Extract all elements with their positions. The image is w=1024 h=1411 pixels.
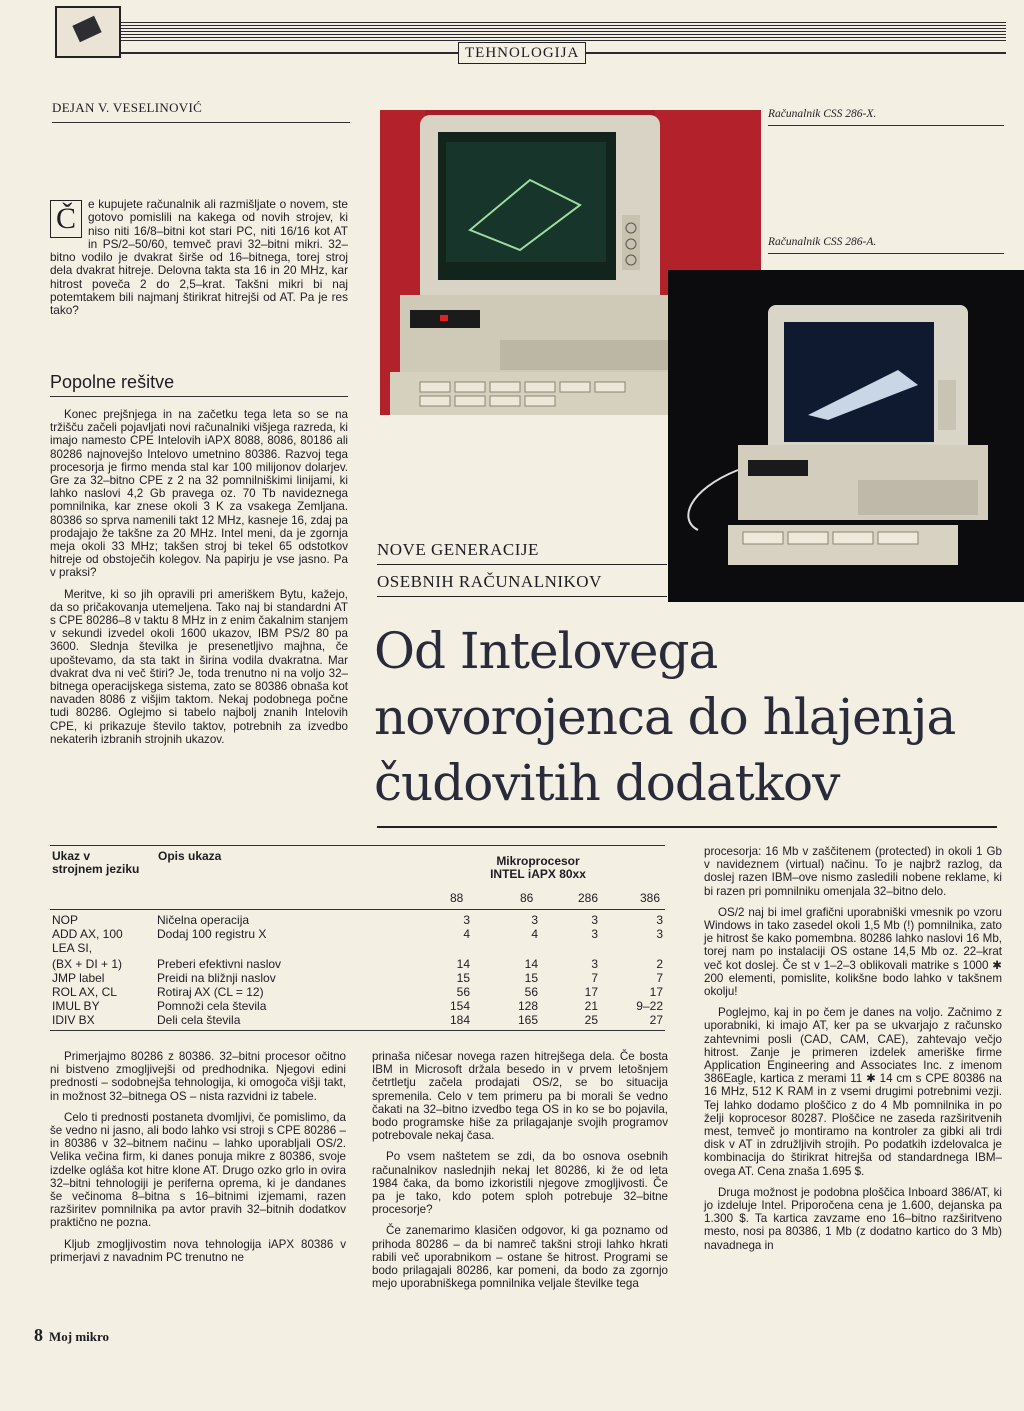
author-byline: DEJAN V. VESELINOVIĆ [52,100,203,115]
cell-description: Deli cela števila [157,1013,241,1027]
paragraph: Druga možnost je podobna ploščica Inboard 386/AT, ki jo izdeluje Intel. Priporočena cena je 1.600, dejanska pa 1.300 $. Ta kartica zavzame eno 16–bitno razširitveno mesto, nosi pa 80386, 1 Mb (z dodatno kartico do 3 Mb) navadnega in [704,1185,1002,1252]
cell-value: 56 [524,985,538,999]
cell-value: 17 [649,985,663,999]
drop-cap: Č [50,200,82,238]
cell-instruction: JMP label [52,971,105,985]
column-1 [50,408,348,754]
intro-paragraph [50,198,348,318]
kicker-rule [377,564,667,565]
page-number: 8 [34,1325,43,1345]
cell-value: 3 [531,913,538,927]
cell-instruction: NOP [52,913,79,927]
cell-value: 3 [591,913,598,927]
page-footer [34,1325,109,1346]
header-rule-pattern [96,22,1006,42]
paragraph: prinaša ničesar novega razen hitrejšega dela. Če bosta IBM in Microsoft držala besedo in v prvem letošnjem četrtletju začela prodajati OS/2, se bo situacija spremenila. Celo v tem primeru pa bi morali še vedno čakati na 32–bitno izvedbo tega OS in ko se bo pojavila, bodo programske hiše za prilagajanje svojih programov potrebovale nekaj časa. [372,1050,668,1143]
table-row [50,958,665,972]
cell-instruction: ROL AX, CL [52,985,117,999]
cell-value: 27 [649,1013,663,1027]
cell-value: 25 [584,1013,598,1027]
kicker-rule [377,596,667,597]
cpu-label: 88 [450,891,464,905]
cell-value: 3 [591,957,598,971]
table-cpu-header [440,892,665,906]
headline [374,618,1014,816]
paragraph: Poglejmo, kaj in po čem je danes na voljo. Začnimo z uporabniki, ki imajo AT, ker pa se ukvarjajo z računsko zahtevnimi posli (CAD, CAM, CAE), zahtevajo večjo hitrost. Zanje je primeren izdelek ameriške firme Application Engineering and Associates Inc. z imenom 386Eagle, kartica z merami 11 ✱ 14 cm s CPE 80386 na 16 MHz, 512 K RAM in z vsemi drugimi potrebnimi vezji. Tej lahko dodamo ploščico z do 4 Mb pomnilnika in po želji koprocesor 80287. Ploščice ne zaseda razširitvenih mest, temveč jo montiramo na kontroler za gibki ali trdi disk v AT in združljivih strojih. Po podatkih izdelovalca je kombinacija do štirikrat hitrejša od standardnega IBM–ovega AT. Cena znaša 1.695 $. [704,1006,1002,1178]
cell-description: Preberi efektivni naslov [157,957,282,971]
cell-value: 4 [531,927,538,941]
cell-value: 14 [456,957,470,971]
cell-value: 14 [524,957,538,971]
caption-rule [768,125,1004,126]
cell-value: 3 [463,913,470,927]
table-rule [50,1030,665,1031]
headline-rule [377,826,997,828]
table-rule [50,845,665,846]
table-row [50,942,665,956]
cpu-label: 386 [640,891,661,905]
computer-illustration [668,270,1024,602]
table-row [50,1000,665,1014]
paragraph: Celo ti prednosti postaneta dvomljivi, če pomislimo, da še vedno ni jasno, ali bodo lahko vsi stroji s CPE 80286 – in 80386 v 32–bitnem načinu – lahko uporabljali OS/2. Velika večina firm, ki danes ponuja mikre z 80386, svoje izdelke ogláša kot hitre klone AT. Drugo ozko grlo in ovira 32–bitni tehnologiji je periferna oprema, ki je dandanes še večinoma 8–bitna s 16–bitnimi izjemami, razen razširitev pomnilnika pa avtor pravih 32–bitnih dodatkov praktično ne pozna. [50,1110,346,1230]
section-label: TEHNOLOGIJA [458,42,586,64]
headline-line: čudovitih dodatkov [374,754,840,812]
cell-value: 56 [456,985,470,999]
cell-value: 15 [524,971,538,985]
cell-value: 154 [449,999,470,1013]
cell-description: Dodaj 100 registru X [157,927,267,941]
paragraph: Konec prejšnjega in na začetku tega leta so se na tržišču začeli pojavljati novi računalniki višjega razreda, ki imajo namesto CPE Intelovih iAPX 8088, 8086, 80186 ali 80286 najnovejšo Intelovo umetnino 80386. Razvoj tega procesorja je firmo menda stal kar 100 milijonov dolarjev. Gre za 32–bitno CPE z 2 na 32 pomnilniškimi linijami, ki lahko naslovi 4,2 Gb pravega oz. 70 Tb navideznega pomnilnika, kar znese okoli 3 K za vsakega Zemljana. 80386 so sprva namenili takt 12 MHz, kasneje 16, zdaj pa prodajajo že takšne za 20 MHz. Intel meni, da je zgornja meja okoli 33 MHz; takšen stroj bi tekel 65 odstotkov hitreje od obstoječih kolegov. Na papirju je vse jasno. Pa v praksi? [50,408,348,580]
caption-rule [768,253,1004,254]
paragraph: Po vsem naštetem se zdi, da bo osnova osebnih računalnikov naslednjih nekaj let 80286, ki že od leta 1984 čaka, da bomo izkoristili njegove zmogljivosti. Če pa je tako, kdo potem sploh potrebuje 32–bitne procesorje? [372,1150,668,1217]
cell-instruction: IDIV BX [52,1013,95,1027]
column-2 [50,1050,346,1272]
kicker-line-2: OSEBNIH RAČUNALNIKOV [377,572,602,591]
cpu-label: 286 [578,891,599,905]
cell-value: 7 [591,971,598,985]
paragraph: Kljub zmogljivostim nova tehnologija iAPX 80386 v primerjavi z navadnim PC trenutno ne [50,1237,346,1264]
subheading-rule [50,396,348,397]
paragraph: Če zanemarimo klasičen odgovor, ki ga poznamo od prihoda 80286 – da bi namreč takšni stroji lahko hkrati rabili več uporabnikom – ostane še hitrost. Programi se bodo prilagajali 80286, kar pomeni, da bodo za zgornjo mejo uporabniškega pomnilnika veljale številke tega [372,1224,668,1291]
cell-instruction: ADD AX, 100 [52,927,123,941]
paragraph: Primerjajmo 80286 z 80386. 32–bitni procesor očitno ni bistveno zmogljivejši od predhodnika. Njegovi edini prednosti – sodobnejša tehnologija, ki omogoča višji takt, in možnost 32–bitnega OS – nista razvidni iz tabele. [50,1050,346,1103]
chip-icon [55,6,121,58]
intro-text: e kupujete računalnik ali razmišljate o novem, ste gotovo pomislili na kakega od novih strojev, ki niso niti 16/8–bitni kot stari PC, niti 16/16 kot AT in PS/2–50/60, temveč pravi 32–bitni mikri. 32–bitno vodilo je dvakrat širše od 16–bitnega, torej stroj dela dvakrat hitreje. Delovna takta sta 16 in 20 MHz, kar hitrost poveča 2 do 2,5–krat. Takšni mikri bi naj potemtakem bili najmanj štirikrat hitrejši od AT. Pa je res tako? [50,197,348,318]
byline-rule [52,122,350,123]
cell-value: 3 [591,927,598,941]
cell-instruction: IMUL BY [52,999,100,1013]
table-row [50,1014,665,1028]
column-3 [372,1050,668,1298]
cell-value: 9–22 [636,999,663,1013]
photo-computer-css-286a [668,270,1024,602]
cell-instruction: (BX + DI + 1) [52,957,123,971]
cell-value: 7 [656,971,663,985]
cell-description: Pomnoži cela števila [157,999,267,1013]
table-row [50,986,665,1000]
photo-caption-1: Računalnik CSS 286-X. [768,108,877,120]
photo-caption-2: Računalnik CSS 286-A. [768,236,877,248]
table-header-group: Mikroprocesor INTEL iAPX 80xx [490,854,586,881]
cell-value: 165 [517,1013,538,1027]
magazine-name: Moj mikro [49,1329,110,1344]
cell-value: 17 [584,985,598,999]
kicker-line-1: NOVE GENERACIJE [377,540,539,559]
cell-description: Preidi na bližnji naslov [157,971,276,985]
cell-value: 15 [456,971,470,985]
paragraph: procesorja: 16 Mb v zaščitenem (protected) in okoli 1 Gb v navideznem (virtual) načinu. To je najbrž razlog, da doslej razen IBM–ove nismo zasledili nobene reklame, ki bi razen pri pomnilniku omenjala 32–bitno delo. [704,845,1002,898]
cell-value: 128 [517,999,538,1013]
table-row [50,914,665,928]
cell-value: 2 [656,957,663,971]
cell-description: Ničelna operacija [157,913,250,927]
table-header-description: Opis ukaza [158,849,222,863]
headline-line: novorojenca do hlajenja [374,688,956,746]
cell-value: 184 [449,1013,470,1027]
paragraph: OS/2 naj bi imel grafični uporabniški vmesnik po vzoru Windows in tako zasedel okoli 1,5 Mb (!) pomnilnika, zato je hitrost še kako pomembna. 80286 lahko naslovi 16 Mb, torej nam po instalaciji OS ostane 14,5 Mb oz. 22–krat več kot doslej. Če st v 1–2–3 oblikovali matrike s 1000 ✱ 200 elementi, pomislite, kolikšne bodo lahko v takšnem okolju! [704,905,1002,999]
cell-value: 21 [584,999,598,1013]
subheading: Popolne rešitve [50,372,175,392]
table-rule [50,909,665,910]
cell-value: 3 [656,913,663,927]
column-4 [704,845,1002,1260]
table-header-instruction: Ukaz v strojnem jeziku [52,849,140,876]
headline-line: Od Intelovega [374,622,718,680]
cpu-label: 86 [520,891,534,905]
table-row [50,972,665,986]
table-row [50,928,665,942]
cell-value: 3 [656,927,663,941]
cell-value: 4 [463,927,470,941]
cell-description: Rotiraj AX (CL = 12) [157,985,264,999]
paragraph: Meritve, ki so jih opravili pri ameriškem Bytu, kažejo, da so pričakovanja utemeljena. Tako naj bi standardni AT s CPE 80286–8 v taktu 8 MHz in z enim čakalnim stanjem v sekundi izvedel okoli 1600 ukazov, IBM PS/2 80 pa 3600. Slednja številka je presenetljivo majhna, če upoštevamo, da sta takt in širina vodila dvakratna. Mar dvakrat dva ni več štiri? Je, toda trenutno ni na voljo 32–bitnega operacijskega sistema, zato se 80386 obnaša kot navaden 8086 z višjim taktom. Nekaj podobnega počne tudi 80286. Oglejmo si tabelo najbolj znanih Intelovih CPE, ki prikazuje število taktov, potrebnih za izvedbo nekaterih izbranih strojnih ukazov. [50,587,348,746]
cell-instruction: LEA SI, [52,941,93,955]
